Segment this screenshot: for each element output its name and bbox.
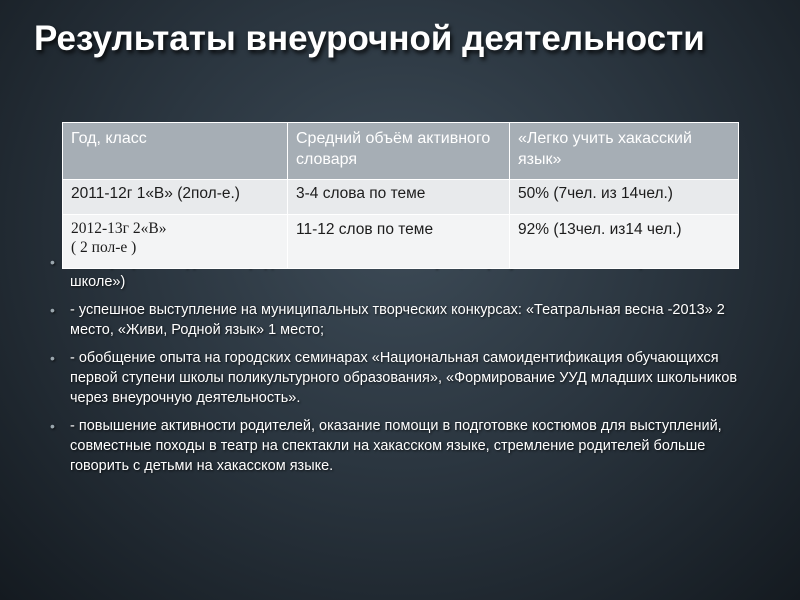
results-table — [62, 122, 739, 269]
header-easy-learning: «Легко учить хакасский язык» — [510, 123, 739, 180]
header-vocabulary: Средний объём активного словаря — [288, 123, 510, 180]
cell-vocabulary: 11-12 слов по теме — [288, 215, 510, 269]
bullet-item: • - успешное выступление на муниципальных творческих конкурсах: «Театральная весна -2013» 2 место, «Живи, Родной язык» 1 место; — [50, 300, 750, 340]
table-row — [63, 215, 739, 269]
cell-easy-learning: 50% (7чел. из 14чел.) — [510, 180, 739, 215]
cell-year-class: 2011-12г 1«В» (2пол-е.) — [63, 180, 288, 215]
table-header-row — [63, 123, 739, 180]
cell-year-class-line: ( 2 пол-е ) — [71, 239, 137, 256]
table-row — [63, 180, 739, 215]
header-year-class: Год, класс — [63, 123, 288, 180]
bullet-item: • - повышение активности родителей, оказание помощи в подготовке костюмов для выступлений, совместные походы в театр на спектакли на хакасском языке, стремление родителей больше говорить с детьми на хакасском языке. — [50, 416, 750, 476]
cell-easy-learning: 92% (13чел. из14 чел.) — [510, 215, 739, 269]
cell-year-class — [63, 215, 288, 269]
slide-title: Результаты внеурочной деятельности — [34, 19, 705, 58]
cell-vocabulary: 3-4 слова по теме — [288, 180, 510, 215]
bullet-item: • - обобщение опыта на городских семинарах «Национальная самоидентификация обучающихся первой ступени школы поликультурного образования», «Формирование УУД младших школьников через внеурочную деятельность». — [50, 348, 750, 408]
bullet-item: • школе») — [50, 252, 750, 292]
cell-year-class-line: 2012-13г 2«В» — [71, 220, 167, 237]
results-bullet-list — [50, 252, 750, 484]
